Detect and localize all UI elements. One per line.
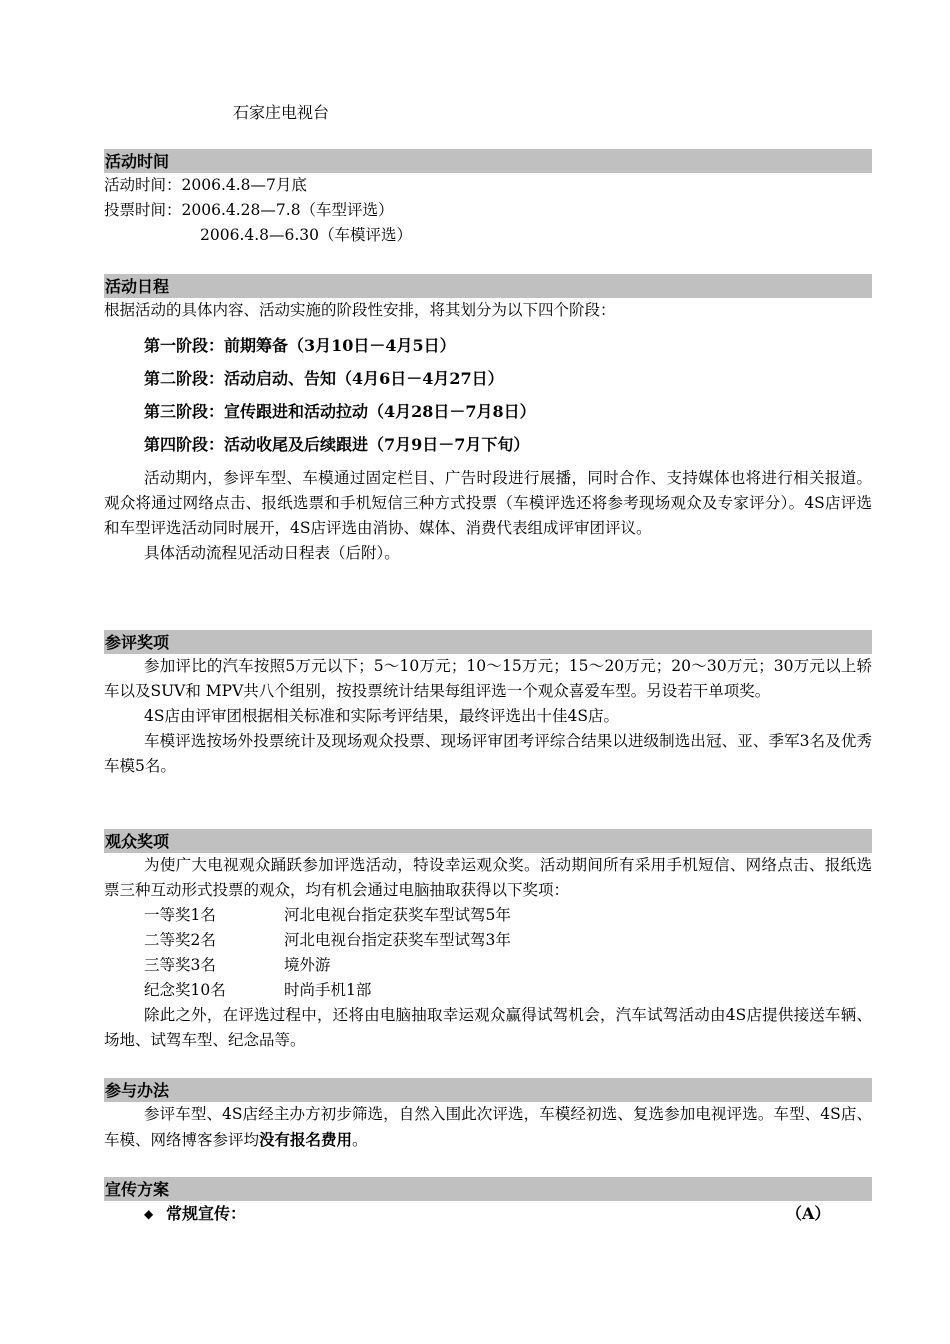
vote-time-line: 投票时间：2006.4.28—7.8（车型评选） <box>104 201 394 219</box>
section-promotion <box>104 1177 872 1227</box>
section-audience <box>104 829 872 1053</box>
schedule-intro: 根据活动的具体内容、活动实施的阶段性安排，将其划分为以下四个阶段： <box>104 301 616 319</box>
vote-time-line-2: 2006.4.8—6.30（车模评选） <box>200 226 413 244</box>
stage-item: 第一阶段：前期筹备（3月10日－4月5日） <box>144 336 456 355</box>
prize-row: 一等奖1名 河北电视台指定获奖车型试驾5年 <box>144 906 511 924</box>
section-mark: （A） <box>786 1204 831 1223</box>
section-participation <box>104 1078 872 1153</box>
audience-paragraph: 为使广大电视观众踊跃参加评选活动，特设幸运观众奖。活动期间所有采用手机短信、网络点击、报纸选票三种互动形式投票的观众，均有机会通过电脑抽取获得以下奖项： <box>104 856 872 899</box>
section-heading: 观众奖项 <box>104 829 872 853</box>
prize-row: 二等奖2名 河北电视台指定获奖车型试驾3年 <box>144 931 511 949</box>
stage-item: 第四阶段：活动收尾及后续跟进（7月9日－7月下旬） <box>144 435 530 454</box>
section-heading: 活动日程 <box>104 274 872 298</box>
section-heading: 参与办法 <box>104 1078 872 1102</box>
prize-row: 三等奖3名 境外游 <box>144 956 331 974</box>
section-schedule <box>104 274 872 566</box>
awards-paragraph: 4S店由评审团根据相关标准和实际考评结果，最终评选出十佳4S店。 <box>144 707 619 725</box>
section-awards <box>104 630 872 779</box>
schedule-paragraph: 活动期内，参评车型、车模通过固定栏目、广告时段进行展播，同时合作、支持媒体也将进行相关报道。观众将通过网络点击、报纸选票和手机短信三种方式投票（车模评选还将参考现场观众及专家评分）。4S店评选和车型评选活动同时展开，4S店评选由消协、媒体、消费代表组成评审团评议。 <box>104 469 872 537</box>
prize-row: 纪念奖10名 时尚手机1部 <box>144 981 372 999</box>
organizer-name: 石家庄电视台 <box>233 103 330 122</box>
awards-paragraph: 车模评选按场外投票统计及现场观众投票、现场评审团考评综合结果以进级制选出冠、亚、季军3名及优秀车模5名。 <box>104 732 872 775</box>
participation-paragraph: 参评车型、4S店经主办方初步筛选，自然入围此次评选，车模经初选、复选参加电视评选。车型、4S店、车模、网络博客参评均没有报名费用。 <box>104 1105 872 1149</box>
stage-item: 第三阶段：宣传跟进和活动拉动（4月28日－7月8日） <box>144 402 536 421</box>
section-heading: 宣传方案 <box>104 1177 872 1201</box>
activity-time-line: 活动时间：2006.4.8—7月底 <box>104 176 307 194</box>
audience-paragraph: 除此之外，在评选过程中，还将由电脑抽取幸运观众赢得试驾机会，汽车试驾活动由4S店提供接送车辆、场地、试驾车型、纪念品等。 <box>104 1006 872 1049</box>
schedule-paragraph: 具体活动流程见活动日程表（后附）。 <box>144 544 400 562</box>
stage-item: 第二阶段：活动启动、告知（4月6日－4月27日） <box>144 369 504 388</box>
promotion-bullet: ◆ 常规宣传： （A） <box>104 1201 872 1227</box>
awards-paragraph: 参加评比的汽车按照5万元以下；5～10万元；10～15万元；15～20万元；20～30万元；30万元以上轿车以及SUV和 MPV共八个组别，按投票统计结果每组评选一个观众喜爱车型。另设若干单项奖。 <box>104 657 872 700</box>
section-time <box>104 149 872 248</box>
diamond-icon: ◆ <box>144 1207 154 1221</box>
section-heading: 活动时间 <box>104 149 872 173</box>
no-fee-highlight: 没有报名费用 <box>259 1130 353 1149</box>
section-heading: 参评奖项 <box>104 630 872 654</box>
